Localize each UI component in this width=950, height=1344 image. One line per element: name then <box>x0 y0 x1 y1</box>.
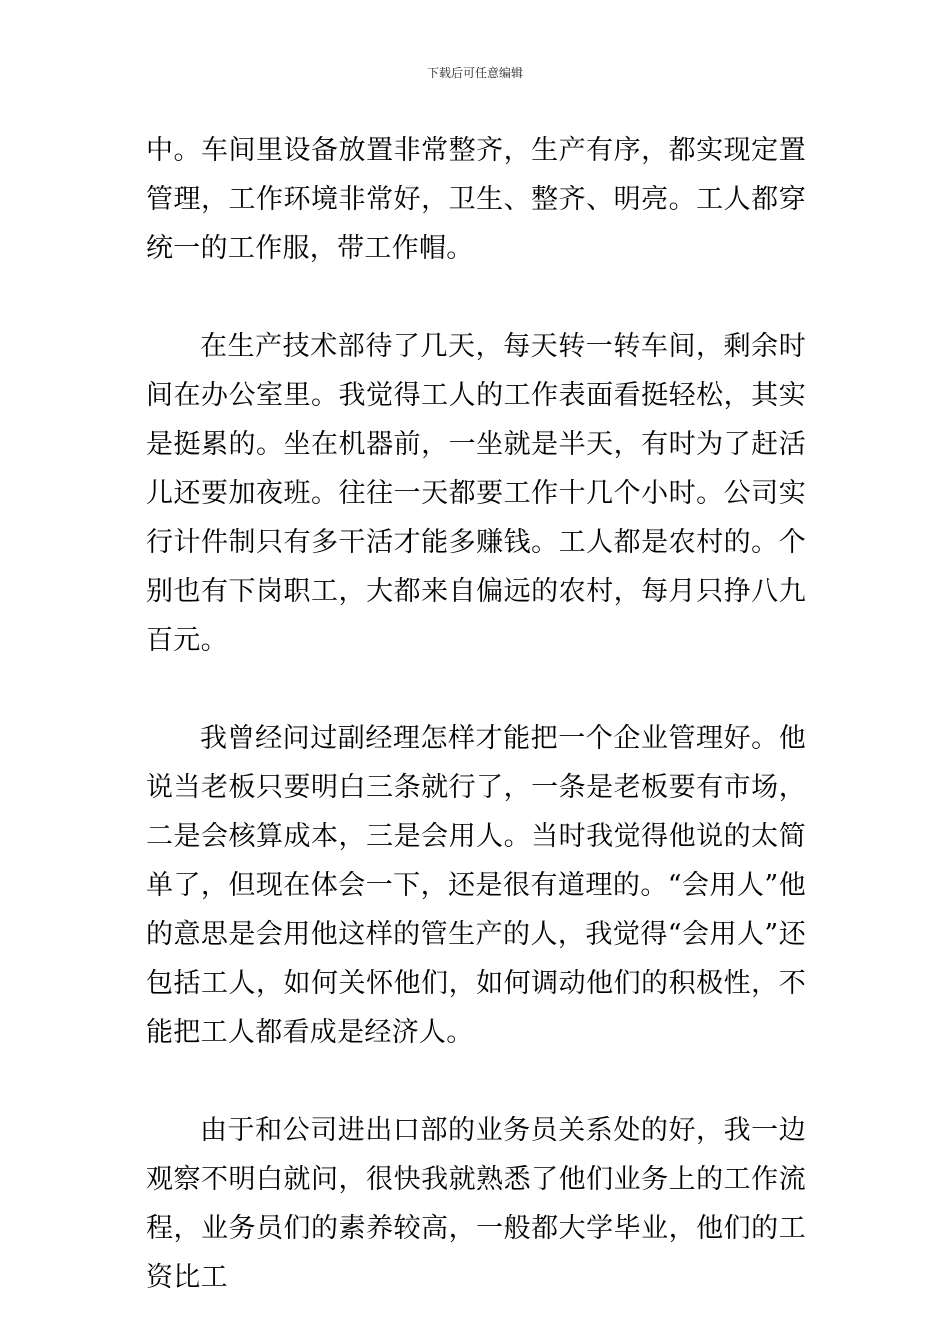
paragraph-import-export: 由于和公司进出口部的业务员关系处的好，我一边观察不明白就问，很快我就熟悉了他们业务上的工作流程，业务员们的素养较高，一般都大学毕业，他们的工资比工 <box>146 1115 806 1293</box>
document-body <box>146 126 806 1302</box>
paragraph-gap <box>146 273 806 322</box>
page-header: 下载后可任意编辑 <box>426 66 523 80</box>
paragraph-gap <box>146 665 806 714</box>
paragraph-production-department: 在生产技术部待了几天，每天转一转车间，剩余时间在办公室里。我觉得工人的工作表面看挺轻松，其实是挺累的。坐在机器前，一坐就是半天，有时为了赶活儿还要加夜班。往往一天都要工作十几个小时。公司实行计件制只有多干活才能多赚钱。工人都是农村的。个别也有下岗职工，大都来自偏远的农村，每月只挣八九百元。 <box>146 331 806 656</box>
paragraph-continued: 中。车间里设备放置非常整齐，生产有序，都实现定置管理，工作环境非常好，卫生、整齐、明亮。工人都穿统一的工作服，带工作帽。 <box>146 135 806 264</box>
paragraph-gap <box>146 1057 806 1106</box>
paragraph-management: 我曾经问过副经理怎样才能把一个企业管理好。他说当老板只要明白三条就行了，一条是老板要有市场，二是会核算成本，三是会用人。当时我觉得他说的太简单了，但现在体会一下，还是很有道理的。“会用人”他的意思是会用他这样的管生产的人，我觉得“会用人”还包括工人，如何关怀他们，如何调动他们的积极性，不能把工人都看成是经济人。 <box>146 723 806 1048</box>
